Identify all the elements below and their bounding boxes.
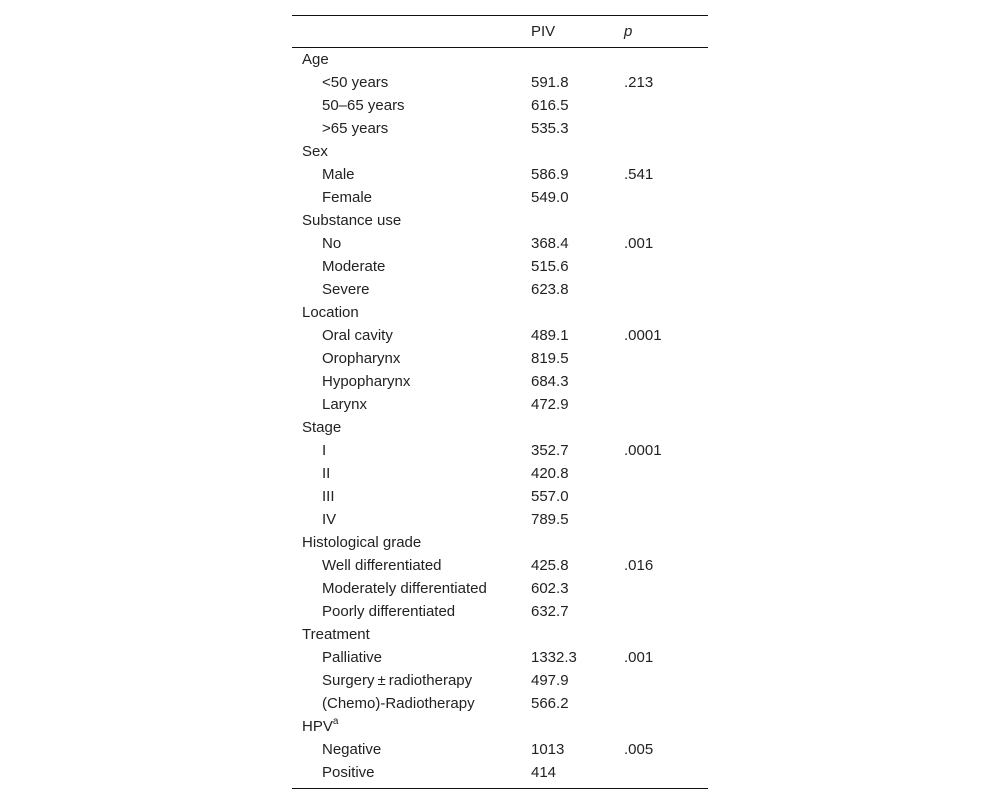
category-label-cell: [292, 209, 531, 232]
piv-value-cell: 515.6: [531, 258, 569, 275]
p-value-cell: [624, 117, 708, 140]
row-label-cell: [292, 163, 531, 186]
row-label: Moderate: [322, 258, 386, 275]
row-label-cell: [292, 347, 531, 370]
row-label-cell: [292, 232, 531, 255]
piv-value-cell: 472.9: [531, 396, 569, 413]
footnote-marker: a: [332, 716, 339, 727]
piv-value-cell: 414: [531, 764, 557, 781]
row-label: Palliative: [322, 649, 383, 666]
row-label-cell: [292, 439, 531, 462]
p-value-cell: .0001: [624, 442, 662, 459]
row-label-cell: [292, 94, 531, 117]
row-label-cell: [292, 462, 531, 485]
piv-value-cell: [531, 623, 624, 646]
row-label-cell: [292, 393, 531, 416]
p-value-cell: [624, 761, 708, 789]
p-value-cell: .541: [624, 166, 654, 183]
row-label-cell: [292, 600, 531, 623]
row-label-cell: [292, 278, 531, 301]
row-label: Hypopharynx: [322, 373, 411, 390]
table-row: [292, 738, 708, 761]
row-label: Male: [322, 166, 355, 183]
row-label: Poorly differentiated: [322, 603, 456, 620]
category-label-cell: [292, 623, 531, 646]
p-value-cell: [624, 347, 708, 370]
p-value-cell: [624, 623, 708, 646]
piv-value-cell: [531, 301, 624, 324]
p-value-cell: [624, 715, 708, 738]
piv-value-cell: 368.4: [531, 235, 569, 252]
table-row: [292, 646, 708, 669]
piv-value-cell: 549.0: [531, 189, 569, 206]
row-label: Well differentiated: [322, 557, 442, 574]
piv-value-cell: 497.9: [531, 672, 569, 689]
table-row: [292, 761, 708, 789]
table-row: [292, 669, 708, 692]
piv-value-cell: 1013: [531, 741, 565, 758]
table-row: [292, 324, 708, 347]
table-row: [292, 255, 708, 278]
category-label-cell: [292, 301, 531, 324]
row-label: I: [322, 442, 327, 459]
row-label: (Chemo)-Radiotherapy: [322, 695, 475, 712]
category-label-cell: [292, 416, 531, 439]
row-label: Severe: [322, 281, 370, 298]
row-label: Oral cavity: [322, 327, 393, 344]
table-row: [292, 186, 708, 209]
p-value-cell: [624, 209, 708, 232]
row-label: IV: [322, 511, 337, 528]
p-value-cell: [624, 531, 708, 554]
piv-value-cell: 489.1: [531, 327, 569, 344]
piv-value-cell: 684.3: [531, 373, 569, 390]
table-row: [292, 393, 708, 416]
row-label-cell: [292, 71, 531, 94]
p-value-cell: .001: [624, 649, 654, 666]
piv-value-cell: 420.8: [531, 465, 569, 482]
row-label: Positive: [322, 764, 375, 781]
piv-value-cell: 616.5: [531, 97, 569, 114]
p-value-cell: [624, 600, 708, 623]
row-label: Oropharynx: [322, 350, 401, 367]
p-value-cell: [624, 48, 708, 72]
row-label: No: [322, 235, 342, 252]
piv-value-cell: 566.2: [531, 695, 569, 712]
table-category-row: [292, 623, 708, 646]
p-value-cell: [624, 462, 708, 485]
p-value-cell: [624, 255, 708, 278]
p-value-cell: .001: [624, 235, 654, 252]
p-value-cell: [624, 692, 708, 715]
row-label-cell: [292, 577, 531, 600]
table-category-row: [292, 715, 708, 738]
piv-results-table: [292, 15, 708, 789]
row-label: III: [322, 488, 335, 505]
table-row: [292, 554, 708, 577]
row-label-cell: [292, 669, 531, 692]
row-label-cell: [292, 692, 531, 715]
p-value-cell: [624, 508, 708, 531]
row-label: 50–65 years: [322, 97, 405, 114]
row-label-cell: [292, 485, 531, 508]
row-label-cell: [292, 761, 531, 789]
piv-value-cell: 623.8: [531, 281, 569, 298]
category-label: Histological grade: [302, 534, 422, 551]
row-label-cell: [292, 117, 531, 140]
table-body: [292, 48, 708, 789]
row-label: Female: [322, 189, 373, 206]
table-row: [292, 117, 708, 140]
results-table-container: [292, 15, 708, 789]
table-row: [292, 577, 708, 600]
p-value-cell: [624, 94, 708, 117]
table-category-row: [292, 416, 708, 439]
row-label-cell: [292, 508, 531, 531]
category-label-cell: [292, 531, 531, 554]
p-value-cell: [624, 301, 708, 324]
category-label: HPV: [302, 718, 333, 735]
row-label-cell: [292, 646, 531, 669]
table-row: [292, 278, 708, 301]
table-row: [292, 600, 708, 623]
table-row: [292, 163, 708, 186]
row-label-cell: [292, 370, 531, 393]
table-row: [292, 439, 708, 462]
table-row: [292, 232, 708, 255]
table-row: [292, 692, 708, 715]
header-piv: PIV: [531, 23, 556, 40]
row-label: Moderately differentiated: [322, 580, 487, 597]
p-value-cell: [624, 186, 708, 209]
piv-value-cell: 591.8: [531, 74, 569, 91]
p-value-cell: [624, 393, 708, 416]
table-category-row: [292, 301, 708, 324]
table-row: [292, 94, 708, 117]
piv-value-cell: [531, 48, 624, 72]
row-label-cell: [292, 324, 531, 347]
piv-value-cell: 535.3: [531, 120, 569, 137]
p-value-cell: [624, 140, 708, 163]
p-value-cell: [624, 370, 708, 393]
table-category-row: [292, 209, 708, 232]
header-p-value: p: [624, 23, 633, 40]
row-label: Surgery ± radiotherapy: [322, 672, 473, 689]
piv-value-cell: [531, 416, 624, 439]
category-label: Location: [302, 304, 359, 321]
piv-value-cell: [531, 140, 624, 163]
piv-value-cell: 1332.3: [531, 649, 577, 666]
category-label-cell: [292, 140, 531, 163]
table-header: [292, 16, 708, 48]
row-label: <50 years: [322, 74, 389, 91]
p-value-cell: [624, 485, 708, 508]
table-category-row: [292, 140, 708, 163]
piv-value-cell: 789.5: [531, 511, 569, 528]
table-row: [292, 370, 708, 393]
p-value-cell: [624, 416, 708, 439]
piv-value-cell: 586.9: [531, 166, 569, 183]
p-value-cell: [624, 669, 708, 692]
table-row: [292, 71, 708, 94]
p-value-cell: .0001: [624, 327, 662, 344]
row-label-cell: [292, 554, 531, 577]
header-row: [292, 16, 708, 48]
p-value-cell: .016: [624, 557, 654, 574]
piv-value-cell: 602.3: [531, 580, 569, 597]
header-variable: [292, 16, 531, 48]
row-label-cell: [292, 255, 531, 278]
table-row: [292, 485, 708, 508]
row-label-cell: [292, 186, 531, 209]
category-label-cell: [292, 715, 531, 738]
category-label: Treatment: [302, 626, 370, 643]
row-label: Larynx: [322, 396, 368, 413]
piv-value-cell: [531, 531, 624, 554]
table-row: [292, 508, 708, 531]
table-category-row: [292, 48, 708, 72]
category-label: Age: [302, 51, 329, 68]
table-row: [292, 462, 708, 485]
piv-value-cell: [531, 715, 624, 738]
p-value-cell: .213: [624, 74, 654, 91]
piv-value-cell: [531, 209, 624, 232]
category-label-cell: [292, 48, 531, 72]
p-value-cell: .005: [624, 741, 654, 758]
row-label-cell: [292, 738, 531, 761]
category-label: Substance use: [302, 212, 402, 229]
piv-value-cell: 819.5: [531, 350, 569, 367]
category-label: Sex: [302, 143, 328, 160]
piv-value-cell: 632.7: [531, 603, 569, 620]
piv-value-cell: 557.0: [531, 488, 569, 505]
piv-value-cell: 352.7: [531, 442, 569, 459]
row-label: Negative: [322, 741, 382, 758]
row-label: II: [322, 465, 331, 482]
p-value-cell: [624, 577, 708, 600]
category-label: Stage: [302, 419, 342, 436]
table-category-row: [292, 531, 708, 554]
table-row: [292, 347, 708, 370]
p-value-cell: [624, 278, 708, 301]
piv-value-cell: 425.8: [531, 557, 569, 574]
row-label: >65 years: [322, 120, 389, 137]
